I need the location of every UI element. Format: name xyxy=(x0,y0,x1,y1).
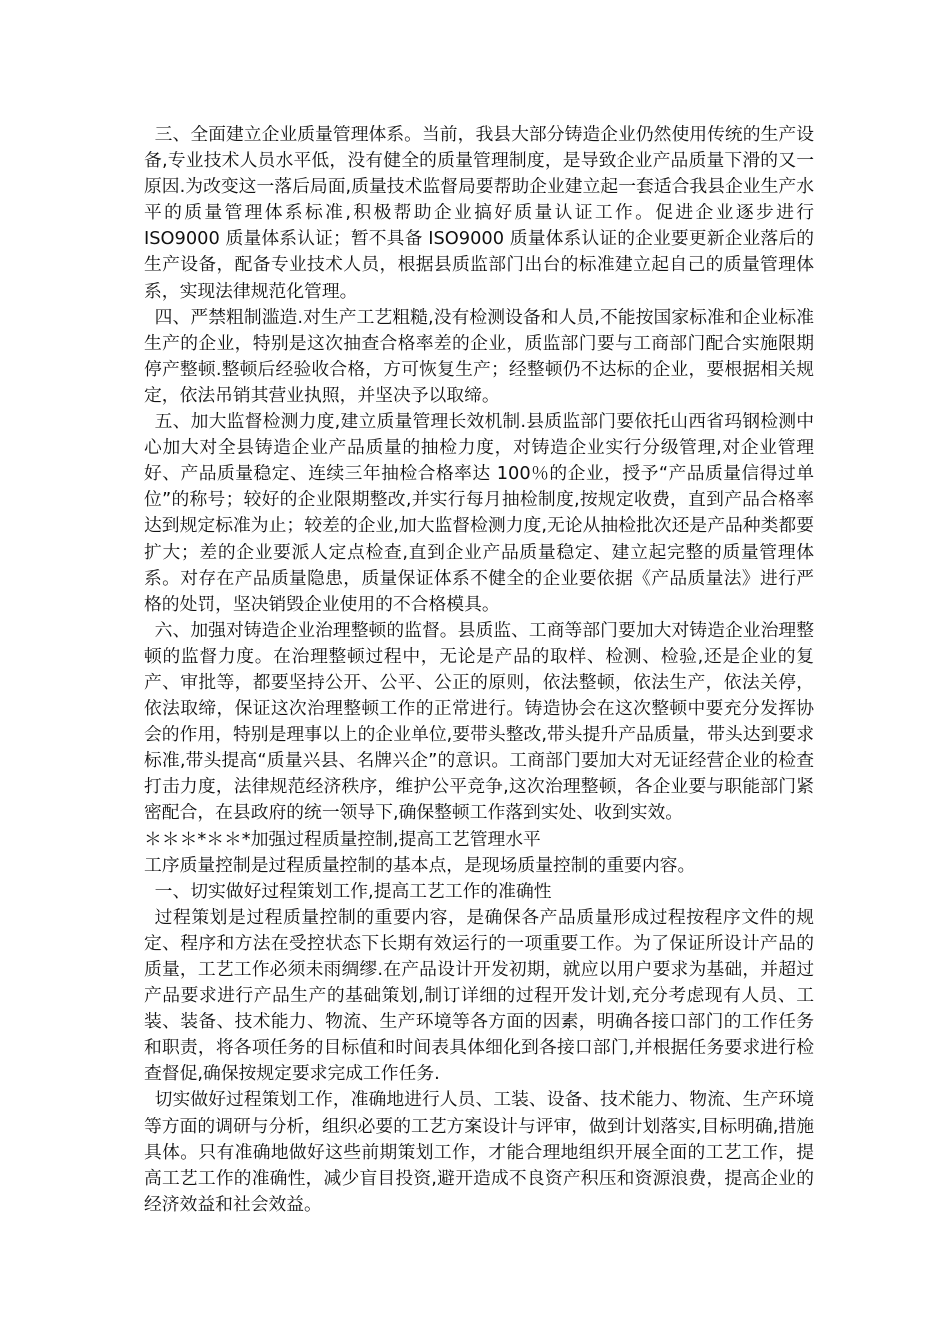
paragraph-section-5: 五、加大监督检测力度,建立质量管理长效机制.县质监部门要依托山西省玛钢检测中心加大对全县铸造企业产品质量的抽检力度，对铸造企业实行分级管理,对企业管理好、产品质量稳定、连续三年抽检合格率达 100％的企业，授予“产品质量信得过单位”的称号；较好的企业限期整改,并实行每月抽检制度,按规定收费，直到产品合格率达到规定标准为止；较差的企业,加大监督检测力度,无论从抽检批次还是产品种类都要扩大；差的企业要派人定点检查,直到企业产品质量稳定、建立起完整的质量管理体系。对存在产品质量隐患，质量保证体系不健全的企业要依据《产品质量法》进行严格的处罚，坚决销毁企业使用的不合格模具。 xyxy=(144,411,814,615)
document-body xyxy=(144,122,814,1218)
paragraph-section-4: 四、严禁粗制滥造.对生产工艺粗糙,没有检测设备和人员,不能按国家标准和企业标准生产的企业，特别是这次抽查合格率差的企业，质监部门要与工商部门配合实施限期停产整顿.整顿后经验收合格，方可恢复生产；经整顿仍不达标的企业，要根据相关规定，依法吊销其营业执照，并坚决予以取缔。 xyxy=(144,306,814,406)
paragraph-section-3: 三、全面建立企业质量管理体系。当前，我县大部分铸造企业仍然使用传统的生产设备,专业技术人员水平低，没有健全的质量管理制度，是导致企业产品质量下滑的又一原因.为改变这一落后局面,质量技术监督局要帮助企业建立起一套适合我县企业生产水平的质量管理体系标准,积极帮助企业搞好质量认证工作。促进企业逐步进行 ISO9000 质量体系认证；暂不具备 ISO9000 质量体系认证的企业要更新企业落后的生产设备，配备专业技术人员，根据县质监部门出台的标准建立起自己的质量管理体系，实现法律规范化管理。 xyxy=(144,124,814,302)
sub-heading-1: 一、切实做好过程策划工作,提高工艺工作的准确性 xyxy=(154,880,552,902)
chapter-heading: ＊＊＊*＊＊*加强过程质量控制,提高工艺管理水平 xyxy=(144,828,541,850)
paragraph-process-planning: 过程策划是过程质量控制的重要内容，是确保各产品质量形成过程按程序文件的规定、程序和方法在受控状态下长期有效运行的一项重要工作。为了保证所设计产品的质量，工艺工作必须未雨绸缪.在产品设计开发初期，就应以用户要求为基础，并超过产品要求进行产品生产的基础策划,制订详细的过程开发计划,充分考虑现有人员、工装、装备、技术能力、物流、生产环境等各方面的因素，明确各接口部门的工作任务和职责，将各项任务的目标值和时间表具体细化到各接口部门,并根据任务要求进行检查督促,确保按规定要求完成工作任务. xyxy=(144,906,814,1085)
intro-sentence: 工序质量控制是过程质量控制的基本点，是现场质量控制的重要内容。 xyxy=(144,854,696,876)
paragraph-planning-work: 切实做好过程策划工作，准确地进行人员、工装、设备、技术能力、物流、生产环境等方面的调研与分析，组织必要的工艺方案设计与评审，做到计划落实,目标明确,措施具体。只有准确地做好这些前期策划工作，才能合理地组织开展全面的工艺工作，提高工艺工作的准确性，减少盲目投资,避开造成不良资产积压和资源浪费，提高企业的经济效益和社会效益。 xyxy=(144,1089,814,1215)
paragraph-section-6: 六、加强对铸造企业治理整顿的监督。县质监、工商等部门要加大对铸造企业治理整顿的监督力度。在治理整顿过程中，无论是产品的取样、检测、检验,还是企业的复产、审批等，都要坚持公开、公平、公正的原则，依法整顿，依法生产，依法关停，依法取缔，保证这次治理整顿工作的正常进行。铸造协会在这次整顿中要充分发挥协会的作用，特别是理事以上的企业单位,要带头整改,带头提升产品质量，带头达到要求标准,带头提高“质量兴县、名牌兴企”的意识。工商部门要加大对无证经营企业的检查打击力度，法律规范经济秩序，维护公平竞争,这次治理整顿，各企业要与职能部门紧密配合，在县政府的统一领导下,确保整顿工作落到实处、收到实效。 xyxy=(144,619,814,824)
